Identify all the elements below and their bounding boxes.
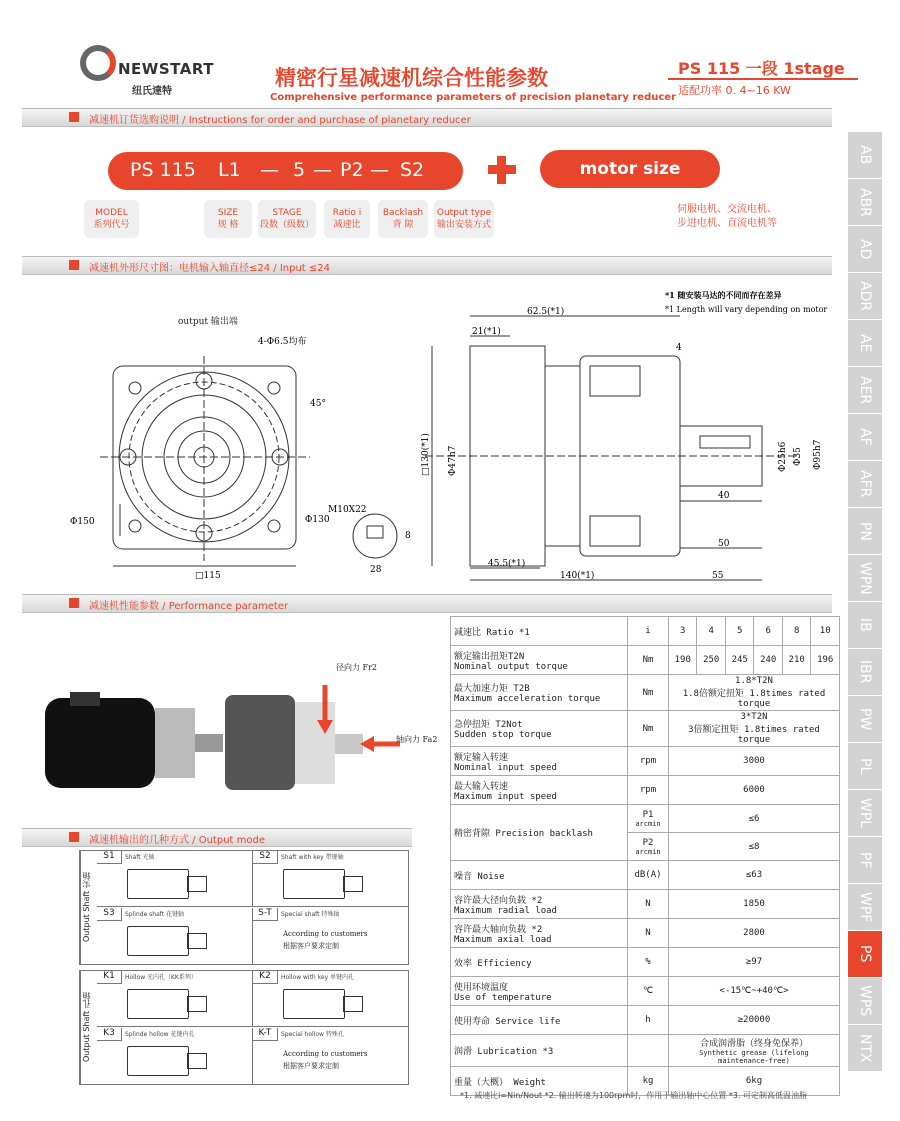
series-tab-ntx[interactable]: NTX — [848, 1025, 882, 1072]
table-cell — [451, 977, 628, 1006]
shaft-sketch-icon — [127, 926, 189, 956]
option-code: K-T — [253, 1028, 278, 1041]
section-title: 减速机性能参数 / Performance parameter — [89, 601, 289, 612]
cell-line: ≥97 — [745, 957, 763, 967]
table-cell — [451, 711, 628, 747]
label-ratio — [324, 200, 370, 238]
label-model — [84, 200, 139, 238]
section-marker-icon — [69, 598, 79, 608]
backlash-unit: arcmin — [635, 819, 661, 828]
model-underline — [668, 78, 858, 80]
label-en: STAGE — [272, 208, 302, 218]
corner-hole — [268, 382, 280, 394]
row-label-en: Sudden stop torque — [454, 730, 552, 740]
row-label-en: Maximum acceleration torque — [454, 694, 601, 704]
option-code: K3 — [97, 1028, 122, 1041]
table-cell: 4 — [697, 617, 725, 646]
row-label-cn: 额定输出扭矩T2N — [454, 651, 525, 662]
shaft-sketch-icon — [127, 989, 189, 1019]
option-desc: Shaft 光轴 — [125, 854, 155, 861]
label-cn: 减速比 — [333, 220, 361, 230]
custom-cn: 根据客户要求定制 — [283, 1062, 339, 1070]
d4-label: 4 — [676, 343, 682, 353]
motor-connector — [70, 692, 100, 706]
d47-label: Φ47h7 — [448, 445, 458, 476]
section-title: 减速机订货选购说明 / Instructions for order and purchase of planetary reducer — [89, 115, 471, 126]
cell-line: 6000 — [743, 785, 765, 795]
table-cell: h — [628, 1006, 669, 1035]
shaft-end-icon — [187, 1053, 207, 1069]
d140-label: 140(*1) — [560, 571, 595, 581]
backlash-class: P2 — [642, 837, 654, 848]
page-subtitle: Comprehensive performance parameters of precision planetary reducer — [270, 92, 677, 103]
table-cell — [451, 675, 628, 711]
model-title: PS 115 一段 1stage — [678, 59, 845, 78]
table-cell: 196 — [811, 646, 840, 675]
radial-force-label: 径向力 Fr2 — [336, 663, 378, 672]
section-marker-icon — [69, 112, 79, 122]
label-en: SIZE — [217, 208, 239, 218]
option-code: S3 — [97, 908, 122, 921]
shaft-end-icon — [187, 876, 207, 892]
series-tab-aer[interactable]: AER — [848, 367, 882, 414]
code-ratio: 5 — [293, 159, 306, 181]
shaft-end-icon — [187, 933, 207, 949]
table-cell: 8 — [782, 617, 810, 646]
section-title: 减速机外形尺寸图：电机输入轴直径≤24 / Input ≤24 — [89, 263, 331, 274]
code-model: PS 115 — [130, 159, 196, 181]
cell-line: <-15℃~+40℃> — [719, 986, 789, 996]
custom-en: According to customers — [283, 1050, 368, 1058]
adapter-block — [225, 695, 295, 790]
table-cell — [451, 890, 628, 919]
table-row — [451, 675, 840, 711]
table-cell: 减速比 Ratio *1 — [451, 617, 628, 646]
code-backlash: P2 — [340, 159, 364, 181]
output-option-s3[interactable] — [97, 908, 253, 964]
code-dash: — — [260, 159, 279, 181]
shaft-sketch-icon — [127, 869, 189, 899]
series-tab-ae[interactable]: AE — [848, 320, 882, 367]
label-cn: 系列代号 — [93, 220, 130, 230]
table-cell: ≤8 — [669, 833, 840, 861]
series-tab-ib[interactable]: IB — [848, 602, 882, 649]
table-row — [451, 890, 840, 919]
series-tab-ad[interactable]: AD — [848, 226, 882, 273]
gearbox — [295, 702, 335, 784]
table-cell: N — [628, 890, 669, 919]
option-desc: Shaft with key 带键轴 — [281, 854, 344, 861]
cell-line: 3倍额定扭矩 1.8times rated torque — [688, 725, 820, 745]
table-cell: 精密背隙 Precision backlash — [451, 805, 628, 861]
table-cell — [669, 919, 840, 948]
cell-line: 3000 — [743, 756, 765, 766]
page-title: 精密行星减速机综合性能参数 — [275, 65, 548, 90]
table-cell — [669, 890, 840, 919]
code-stage: L1 — [218, 159, 241, 181]
power-range: 适配功率 0. 4~16 KW — [678, 84, 791, 97]
option-desc: Hollow 光内孔（KK系列） — [125, 974, 197, 981]
backlash-unit: arcmin — [635, 847, 661, 856]
table-cell — [451, 948, 628, 977]
option-desc: Splinde shaft 花键轴 — [125, 911, 185, 918]
series-tab-wps[interactable]: WPS — [848, 978, 882, 1025]
motor-size-pill: motor size — [540, 150, 720, 188]
label-cn: 背 隙 — [392, 220, 414, 230]
table-row — [451, 805, 840, 833]
table-cell — [669, 1035, 840, 1067]
row-label-cn: 重量（大概） Weight — [454, 1077, 546, 1088]
option-code: K2 — [253, 971, 278, 984]
order-code-pill — [108, 152, 463, 190]
row-label-cn: 使用寿命 Service life — [454, 1016, 561, 1027]
row-label-en: Nominal input speed — [454, 762, 557, 773]
row-label-cn: 最大加速力矩 T2B — [454, 684, 530, 694]
row-label-cn: 容许最大径向负载 *2 — [454, 895, 543, 906]
table-row — [451, 1035, 840, 1067]
row-label-cn: 额定输入转速 — [454, 752, 509, 763]
table-cell — [628, 833, 669, 861]
row-label-cn: 润滑 Lubrication *3 — [454, 1047, 554, 1057]
table-cell — [451, 919, 628, 948]
note-en: *1 Length will vary depending on motor — [665, 305, 828, 314]
motor-body — [45, 698, 155, 788]
table-cell: kg — [628, 1067, 669, 1096]
table-cell — [669, 711, 840, 747]
series-tab-ab[interactable]: AB — [848, 132, 882, 179]
row-label-en: Use of temperature — [454, 992, 552, 1003]
table-cell: N — [628, 919, 669, 948]
axial-force-label: 轴向力 Fa2 — [396, 735, 438, 744]
custom-cn: 根据客户要求定制 — [283, 942, 339, 950]
shaft-end-icon — [343, 876, 363, 892]
table-cell: 5 — [725, 617, 753, 646]
option-desc: Special shaft 特殊轴 — [281, 911, 340, 918]
cell-line: 3*T2N — [740, 712, 768, 722]
output-group — [79, 850, 409, 965]
motor-types-line: 步进电机、直流电机等 — [677, 218, 777, 229]
note-cn: *1 随安装马达的不同而存在差异 — [665, 290, 782, 300]
series-tab-wpf[interactable]: WPF — [848, 884, 882, 931]
motor-flange — [155, 708, 195, 778]
label-output — [434, 200, 494, 238]
series-tab-af[interactable]: AF — [848, 414, 882, 461]
table-cell — [451, 1006, 628, 1035]
option-desc: Hollow with key 单键内孔 — [281, 974, 355, 981]
output-option-k2[interactable] — [253, 971, 409, 1027]
brand-name-cn: 纽氏達特 — [132, 86, 172, 97]
row-label-cn: 效率 Efficiency — [454, 958, 532, 969]
table-row — [451, 861, 840, 890]
d130-label: Φ130 — [305, 515, 330, 525]
option-code: S-T — [253, 908, 278, 921]
output-group-label: Output Shaft 孔轴 — [80, 971, 97, 1084]
table-cell — [451, 861, 628, 890]
holes-label: 4-Φ6.5均布 — [258, 337, 307, 347]
row-label-en: Maximum input speed — [454, 791, 557, 802]
output-group-label: Output Shaft 实轴 — [80, 851, 97, 964]
front-view — [100, 356, 397, 566]
brand-logo-icon — [80, 45, 116, 81]
series-tab-pf[interactable]: PF — [848, 837, 882, 884]
row-label-cn: 急停扭矩 T2Not — [454, 720, 523, 730]
plus-icon — [497, 156, 506, 184]
table-cell — [669, 675, 840, 711]
shaft-end-icon — [187, 996, 207, 1012]
label-cn: 段数（级数） — [259, 220, 314, 230]
output-label: output 输出端 — [178, 317, 238, 327]
output-option-s-t[interactable] — [253, 908, 409, 964]
label-en: MODEL — [95, 208, 128, 218]
row-label-en: Maximum radial load — [454, 905, 557, 916]
table-cell — [451, 646, 628, 675]
table-row — [451, 747, 840, 776]
dimension-drawing — [0, 276, 840, 594]
table-cell: 10 — [811, 617, 840, 646]
shaft-sketch-icon — [127, 1046, 189, 1076]
table-cell: rpm — [628, 747, 669, 776]
table-cell: Nm — [628, 646, 669, 675]
output-option-k-t[interactable] — [253, 1028, 409, 1084]
output-shaft — [335, 734, 363, 754]
bolt-boss — [590, 366, 640, 396]
series-tab-wpn[interactable]: WPN — [848, 555, 882, 602]
table-cell — [669, 861, 840, 890]
d95-label: Φ95h7 — [813, 439, 823, 470]
label-en: Ratio i — [332, 208, 362, 218]
table-cell: 6 — [754, 617, 782, 646]
output-option-s1[interactable] — [97, 851, 253, 907]
brand-name: NEWSTART — [118, 60, 214, 78]
series-tab-abr[interactable]: ABR — [848, 179, 882, 226]
series-tab-ps[interactable]: PS — [848, 931, 882, 978]
table-cell: rpm — [628, 776, 669, 805]
product-photo — [40, 650, 440, 810]
row-label-cn: 最大输入转速 — [454, 781, 509, 792]
corner-hole — [129, 382, 141, 394]
section-title: 减速机输出的几种方式 / Output mode — [89, 835, 266, 846]
section-bar-performance — [22, 594, 832, 613]
table-row — [451, 1006, 840, 1035]
series-tab-adr[interactable]: ADR — [848, 273, 882, 320]
sq115-label: □115 — [195, 571, 221, 581]
label-backlash — [378, 200, 428, 238]
table-cell — [451, 747, 628, 776]
table-cell — [628, 805, 669, 833]
option-code: S2 — [253, 851, 278, 864]
d130b-label: □130(*1) — [421, 433, 431, 476]
motor-shaft — [195, 734, 223, 752]
table-cell: 245 — [725, 646, 753, 675]
label-en: Output type — [436, 208, 492, 218]
output-group — [79, 970, 409, 1085]
motor-types — [652, 203, 802, 231]
option-code: K1 — [97, 971, 122, 984]
d55-label: 55 — [712, 571, 724, 581]
d62-label: 62.5(*1) — [527, 307, 565, 317]
d35-label: Φ35 — [793, 447, 803, 466]
code-dash: — — [313, 159, 332, 181]
option-code: S1 — [97, 851, 122, 864]
label-cn: 规 格 — [217, 220, 239, 230]
backlash-class: P1 — [642, 809, 654, 820]
performance-table — [450, 616, 840, 1096]
row-label-en: Maximum axial load — [454, 934, 552, 945]
cell-line: 合成润滑脂（终身免保养） — [699, 1039, 808, 1049]
table-cell: 250 — [697, 646, 725, 675]
d8-label: 8 — [405, 531, 411, 541]
label-en: Backlash — [382, 208, 424, 218]
table-cell: 3 — [669, 617, 697, 646]
option-desc: Splinde hollow 花键内孔 — [125, 1031, 195, 1038]
table-cell: ℃ — [628, 977, 669, 1006]
table-footnote: *1. 减速比i=Nin/Nout *2. 输出转速为100rpm时，作用于输出轴中心位置 *3. 可定制高低温油脂 — [460, 1091, 808, 1100]
table-cell — [451, 1035, 628, 1067]
output-option-s2[interactable] — [253, 851, 409, 907]
shaft-sketch-icon — [283, 869, 345, 899]
code-dash: — — [370, 159, 389, 181]
label-size — [204, 200, 252, 238]
table-cell: 240 — [754, 646, 782, 675]
series-tab-afr[interactable]: AFR — [848, 461, 882, 508]
cell-line: ≤63 — [745, 870, 763, 880]
table-row — [451, 617, 840, 646]
cell-line: Synthetic grease (lifelong maintenance-free) — [699, 1049, 809, 1065]
option-desc: Special hollow 特殊孔 — [281, 1031, 344, 1038]
table-cell: dB(A) — [628, 861, 669, 890]
row-label-cn: 噪音 Noise — [454, 871, 505, 882]
d25-label: Φ25h6 — [778, 441, 788, 472]
shaft-end-icon — [343, 996, 363, 1012]
table-cell — [669, 1006, 840, 1035]
table-row — [451, 711, 840, 747]
table-row — [451, 977, 840, 1006]
table-row — [451, 948, 840, 977]
series-tab-pn[interactable]: PN — [848, 508, 882, 555]
table-row — [451, 776, 840, 805]
section-bar-output — [22, 828, 412, 847]
key-section — [367, 526, 383, 538]
table-cell — [669, 977, 840, 1006]
custom-en: According to customers — [283, 930, 368, 938]
table-cell — [669, 776, 840, 805]
table-row — [451, 646, 840, 675]
table-cell — [628, 1035, 669, 1067]
side-view — [425, 316, 800, 580]
label-cn: 输出安装方式 — [436, 220, 491, 230]
table-cell: % — [628, 948, 669, 977]
series-tab-ibr[interactable]: IBR — [848, 649, 882, 696]
d45-label: 45.5(*1) — [488, 559, 526, 569]
corner-hole — [268, 520, 280, 532]
row-label-cn: 使用环境温度 — [454, 982, 509, 993]
cell-line: ≥20000 — [737, 1015, 771, 1025]
corner-hole — [129, 520, 141, 532]
section-marker-icon — [69, 260, 79, 270]
cell-line: 2800 — [743, 928, 765, 938]
section-marker-icon — [69, 832, 79, 842]
section-bar-order — [22, 108, 832, 127]
cell-line: 1850 — [743, 899, 765, 909]
shaft-key — [700, 436, 750, 448]
table-cell: i — [628, 617, 669, 646]
table-cell — [451, 776, 628, 805]
d40-label: 40 — [718, 491, 730, 501]
cell-line: 6kg — [745, 1076, 763, 1086]
code-output: S2 — [400, 159, 425, 181]
table-row — [451, 919, 840, 948]
cell-line: 1.8倍额定扭矩 1.8times rated torque — [682, 689, 826, 709]
label-stage — [258, 200, 316, 238]
angle-label: 45° — [310, 399, 326, 409]
table-cell: 190 — [669, 646, 697, 675]
table-cell — [669, 747, 840, 776]
output-option-k1[interactable] — [97, 971, 253, 1027]
d28-label: 28 — [370, 565, 382, 575]
table-cell: Nm — [628, 711, 669, 747]
d50-label: 50 — [718, 539, 730, 549]
section-bar-dimensions — [22, 256, 832, 275]
m10-label: M10X22 — [328, 505, 367, 515]
d21-label: 21(*1) — [472, 327, 501, 337]
bolt-boss — [590, 516, 640, 546]
series-tab-pl[interactable]: PL — [848, 743, 882, 790]
shaft-section — [353, 514, 397, 558]
series-tab-wpl[interactable]: WPL — [848, 790, 882, 837]
motor-types-line: 伺服电机、交流电机、 — [677, 204, 777, 215]
output-option-k3[interactable] — [97, 1028, 253, 1084]
table-cell: ≤6 — [669, 805, 840, 833]
cell-line: 1.8*T2N — [735, 676, 773, 686]
table-cell: Nm — [628, 675, 669, 711]
d150-label: Φ150 — [70, 517, 95, 527]
table-cell — [669, 948, 840, 977]
series-tab-pw[interactable]: PW — [848, 696, 882, 743]
row-label-en: Nominal output torque — [454, 661, 568, 672]
row-label-cn: 容许最大轴向负载 *2 — [454, 924, 543, 935]
table-cell: 210 — [782, 646, 810, 675]
shaft-sketch-icon — [283, 989, 345, 1019]
